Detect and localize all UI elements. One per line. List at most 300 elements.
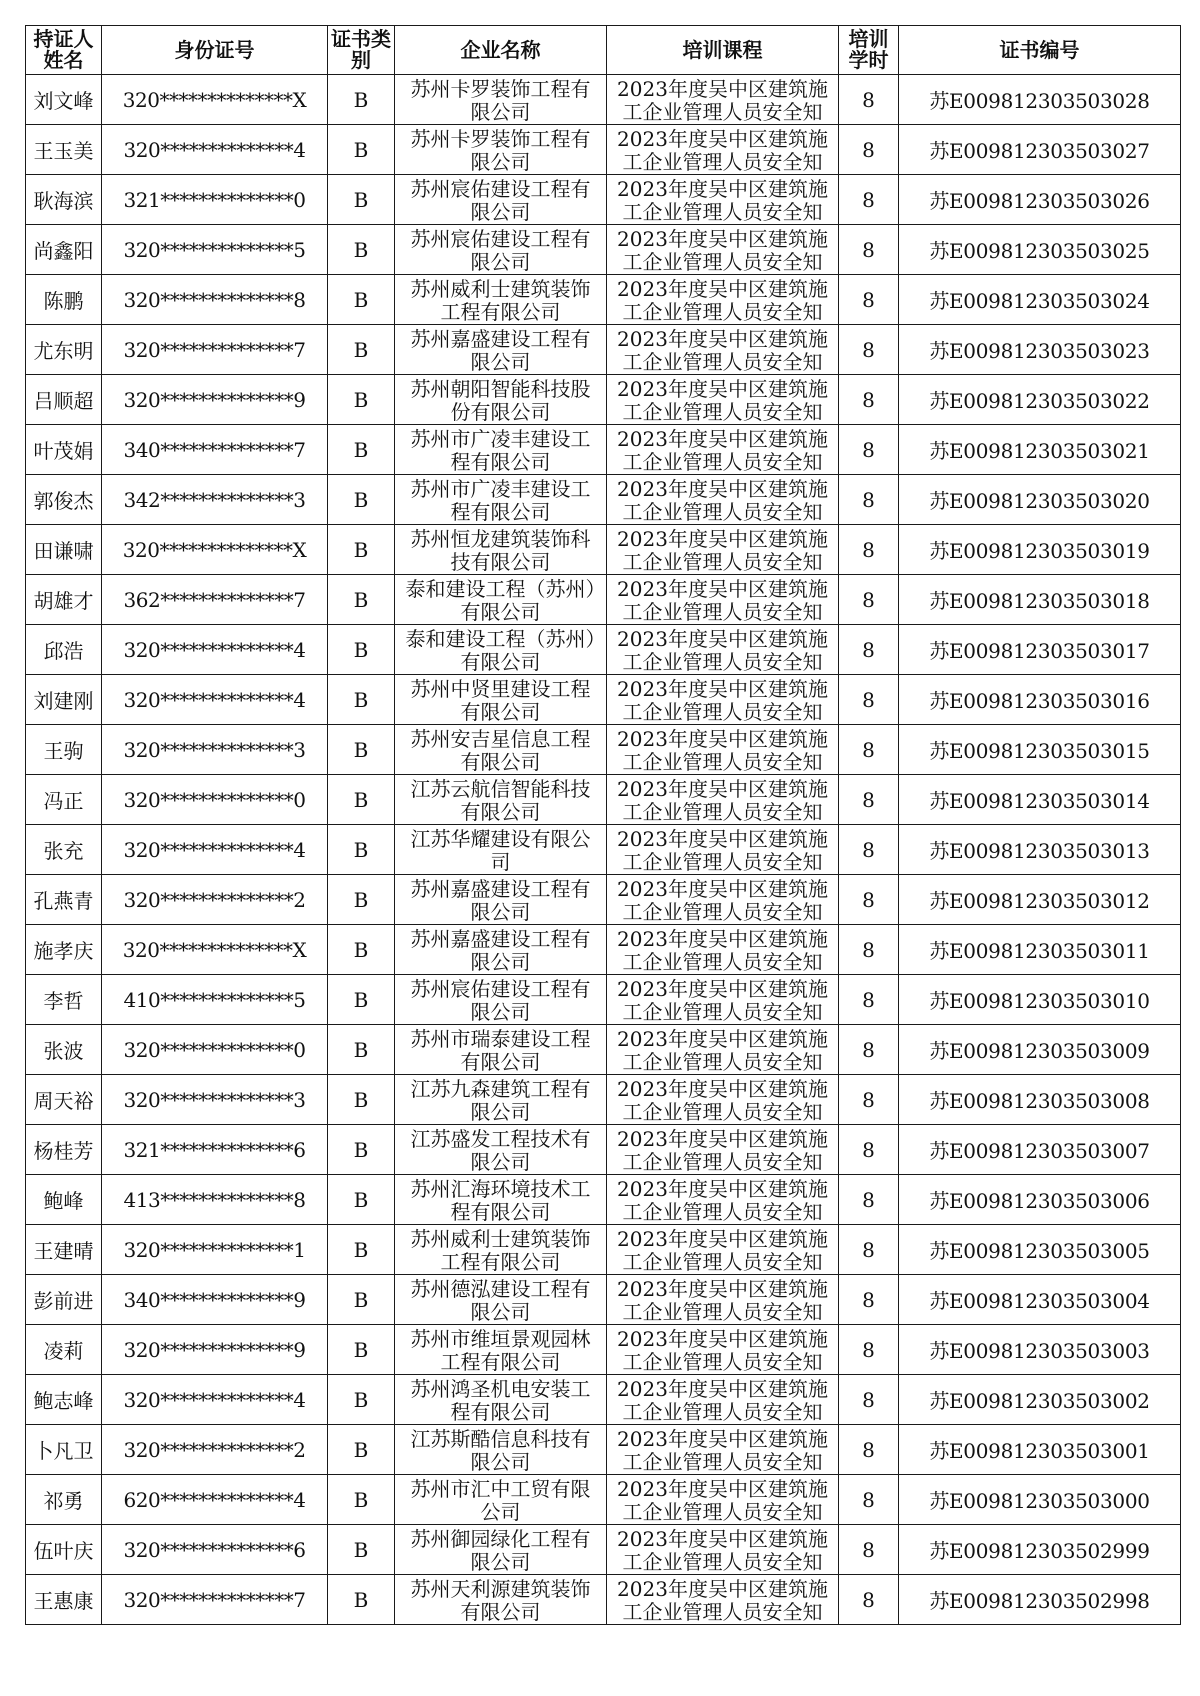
cell-training-course — [607, 1125, 839, 1175]
cell-company-name — [395, 1125, 607, 1175]
cell-company-name-text: 苏州嘉盛建设工程有限公司 — [410, 327, 591, 374]
cell-holder-name: 郭俊杰 — [26, 475, 102, 525]
cell-company-name-text: 苏州天利源建筑装饰有限公司 — [410, 1577, 591, 1624]
header-cert-number: 证书编号 — [899, 26, 1181, 75]
cell-training-course-text: 2023年度吴中区建筑施工企业管理人员安全知 — [617, 1177, 828, 1224]
cell-company-name — [395, 525, 607, 575]
cell-cert-number: 苏E009812303503024 — [899, 275, 1181, 325]
cell-training-hours: 8 — [839, 275, 899, 325]
cell-training-hours: 8 — [839, 775, 899, 825]
cell-training-course-text: 2023年度吴中区建筑施工企业管理人员安全知 — [617, 927, 828, 974]
cell-holder-name: 孔燕青 — [26, 875, 102, 925]
cell-training-course-text: 2023年度吴中区建筑施工企业管理人员安全知 — [617, 1577, 828, 1624]
cell-training-hours: 8 — [839, 75, 899, 125]
cell-holder-name: 尤东明 — [26, 325, 102, 375]
cell-training-course — [607, 975, 839, 1025]
cell-cert-category: B — [328, 1475, 395, 1525]
cell-cert-number: 苏E009812303503005 — [899, 1225, 1181, 1275]
cell-holder-name: 尚鑫阳 — [26, 225, 102, 275]
cell-company-name — [395, 375, 607, 425]
cell-training-hours: 8 — [839, 875, 899, 925]
cell-cert-category: B — [328, 1575, 395, 1625]
table-row — [26, 975, 1181, 1025]
cell-company-name-text: 苏州安吉星信息工程有限公司 — [410, 727, 591, 774]
cell-training-hours: 8 — [839, 125, 899, 175]
cell-cert-number: 苏E009812303503026 — [899, 175, 1181, 225]
cell-cert-number: 苏E009812303503025 — [899, 225, 1181, 275]
cell-company-name-text: 苏州宸佑建设工程有限公司 — [410, 177, 591, 224]
cell-holder-name: 耿海滨 — [26, 175, 102, 225]
cell-holder-name: 张充 — [26, 825, 102, 875]
cell-company-name-text: 江苏九森建筑工程有限公司 — [410, 1077, 591, 1124]
cell-training-course — [607, 275, 839, 325]
cell-company-name-text: 泰和建设工程（苏州）有限公司 — [405, 577, 596, 624]
cell-cert-category: B — [328, 475, 395, 525]
cell-cert-category: B — [328, 175, 395, 225]
cell-id-number: 320**************4 — [102, 625, 328, 675]
table-row — [26, 1025, 1181, 1075]
cell-training-course-text: 2023年度吴中区建筑施工企业管理人员安全知 — [617, 127, 828, 174]
cell-holder-name: 叶茂娟 — [26, 425, 102, 475]
cell-holder-name: 胡雄才 — [26, 575, 102, 625]
cell-holder-name: 刘文峰 — [26, 75, 102, 125]
header-company-name: 企业名称 — [395, 26, 607, 75]
cell-cert-number: 苏E009812303503009 — [899, 1025, 1181, 1075]
cell-training-course — [607, 1175, 839, 1225]
cell-training-course — [607, 1275, 839, 1325]
cell-training-hours: 8 — [839, 1275, 899, 1325]
cell-cert-number: 苏E009812303503016 — [899, 675, 1181, 725]
cell-id-number: 320**************X — [102, 925, 328, 975]
cell-holder-name: 吕顺超 — [26, 375, 102, 425]
table-row — [26, 275, 1181, 325]
table-row — [26, 1375, 1181, 1425]
table-row — [26, 1175, 1181, 1225]
cell-id-number: 340**************7 — [102, 425, 328, 475]
table-row — [26, 925, 1181, 975]
cell-cert-category: B — [328, 1225, 395, 1275]
cell-training-hours: 8 — [839, 1525, 899, 1575]
cell-holder-name: 田谦啸 — [26, 525, 102, 575]
cell-training-hours: 8 — [839, 525, 899, 575]
table-row — [26, 625, 1181, 675]
cell-training-course-text: 2023年度吴中区建筑施工企业管理人员安全知 — [617, 477, 828, 524]
cell-cert-number: 苏E009812303503003 — [899, 1325, 1181, 1375]
cell-training-hours: 8 — [839, 1025, 899, 1075]
cell-id-number: 320**************X — [102, 75, 328, 125]
cell-holder-name: 邱浩 — [26, 625, 102, 675]
cell-training-hours: 8 — [839, 1375, 899, 1425]
cell-cert-category: B — [328, 975, 395, 1025]
cell-company-name — [395, 1375, 607, 1425]
cell-training-course-text: 2023年度吴中区建筑施工企业管理人员安全知 — [617, 577, 828, 624]
cell-company-name-text: 苏州鸿圣机电安装工程有限公司 — [410, 1377, 591, 1424]
cell-company-name — [395, 1475, 607, 1525]
cell-company-name — [395, 725, 607, 775]
table-row — [26, 1325, 1181, 1375]
cell-training-course — [607, 1425, 839, 1475]
cell-training-course-text: 2023年度吴中区建筑施工企业管理人员安全知 — [617, 977, 828, 1024]
cell-training-course — [607, 525, 839, 575]
cell-cert-number: 苏E009812303502998 — [899, 1575, 1181, 1625]
cell-training-course-text: 2023年度吴中区建筑施工企业管理人员安全知 — [617, 827, 828, 874]
cell-id-number: 320**************4 — [102, 1375, 328, 1425]
cell-holder-name: 王惠康 — [26, 1575, 102, 1625]
header-holder-name: 持证人姓名 — [26, 26, 102, 75]
cell-company-name-text: 苏州宸佑建设工程有限公司 — [410, 977, 591, 1024]
cell-holder-name: 伍叶庆 — [26, 1525, 102, 1575]
cell-cert-category: B — [328, 875, 395, 925]
cell-id-number: 320**************2 — [102, 875, 328, 925]
cell-company-name-text: 苏州汇海环境技术工程有限公司 — [410, 1177, 591, 1224]
cell-holder-name: 祁勇 — [26, 1475, 102, 1525]
cell-company-name-text: 江苏华耀建设有限公司 — [410, 827, 591, 874]
cell-cert-category: B — [328, 225, 395, 275]
cell-company-name-text: 苏州威利士建筑装饰工程有限公司 — [410, 1227, 591, 1274]
cell-cert-category: B — [328, 1525, 395, 1575]
cell-training-course — [607, 1375, 839, 1425]
cell-training-course — [607, 1075, 839, 1125]
cell-id-number: 320**************9 — [102, 1325, 328, 1375]
cell-cert-number: 苏E009812303503028 — [899, 75, 1181, 125]
table-row — [26, 1275, 1181, 1325]
cell-company-name-text: 苏州嘉盛建设工程有限公司 — [410, 877, 591, 924]
cell-company-name — [395, 1025, 607, 1075]
cell-holder-name: 施孝庆 — [26, 925, 102, 975]
cell-training-course — [607, 75, 839, 125]
cell-training-course-text: 2023年度吴中区建筑施工企业管理人员安全知 — [617, 1427, 828, 1474]
cell-holder-name: 卜凡卫 — [26, 1425, 102, 1475]
cell-training-course-text: 2023年度吴中区建筑施工企业管理人员安全知 — [617, 527, 828, 574]
cell-cert-category: B — [328, 675, 395, 725]
cell-company-name-text: 江苏盛发工程技术有限公司 — [410, 1127, 591, 1174]
cell-company-name — [395, 825, 607, 875]
cell-holder-name: 杨桂芳 — [26, 1125, 102, 1175]
cell-company-name — [395, 275, 607, 325]
cell-cert-number: 苏E009812303503007 — [899, 1125, 1181, 1175]
cell-cert-number: 苏E009812303503014 — [899, 775, 1181, 825]
cell-training-course — [607, 425, 839, 475]
cell-cert-category: B — [328, 1075, 395, 1125]
cell-training-course — [607, 775, 839, 825]
table-row — [26, 1075, 1181, 1125]
table-header-row — [26, 26, 1181, 75]
cell-training-hours: 8 — [839, 1575, 899, 1625]
cell-training-course — [607, 625, 839, 675]
cell-cert-number: 苏E009812303503027 — [899, 125, 1181, 175]
cell-company-name — [395, 575, 607, 625]
cell-id-number: 321**************6 — [102, 1125, 328, 1175]
cell-training-course-text: 2023年度吴中区建筑施工企业管理人员安全知 — [617, 1477, 828, 1524]
cell-id-number: 342**************3 — [102, 475, 328, 525]
cell-training-hours: 8 — [839, 1475, 899, 1525]
cell-cert-category: B — [328, 1275, 395, 1325]
cell-company-name — [395, 475, 607, 525]
cell-id-number: 320**************7 — [102, 1575, 328, 1625]
cell-cert-category: B — [328, 775, 395, 825]
cell-id-number: 320**************4 — [102, 825, 328, 875]
cell-cert-number: 苏E009812303503011 — [899, 925, 1181, 975]
cell-training-course — [607, 1325, 839, 1375]
cell-training-hours: 8 — [839, 425, 899, 475]
cell-cert-category: B — [328, 1425, 395, 1475]
cell-company-name — [395, 1075, 607, 1125]
cell-cert-number: 苏E009812303503002 — [899, 1375, 1181, 1425]
cell-cert-number: 苏E009812303503012 — [899, 875, 1181, 925]
cell-company-name — [395, 1225, 607, 1275]
table-row — [26, 825, 1181, 875]
cell-company-name — [395, 75, 607, 125]
cell-company-name — [395, 775, 607, 825]
table-row — [26, 1125, 1181, 1175]
cell-training-course-text: 2023年度吴中区建筑施工企业管理人员安全知 — [617, 1077, 828, 1124]
cell-cert-number: 苏E009812303503018 — [899, 575, 1181, 625]
cell-training-course-text: 2023年度吴中区建筑施工企业管理人员安全知 — [617, 427, 828, 474]
table-row — [26, 1525, 1181, 1575]
table-row — [26, 1475, 1181, 1525]
cell-company-name — [395, 925, 607, 975]
cell-id-number: 320**************7 — [102, 325, 328, 375]
cell-training-hours: 8 — [839, 725, 899, 775]
cell-id-number: 320**************X — [102, 525, 328, 575]
cell-company-name-text: 苏州市广凌丰建设工程有限公司 — [410, 477, 591, 524]
cell-training-hours: 8 — [839, 575, 899, 625]
cell-cert-number: 苏E009812303503017 — [899, 625, 1181, 675]
cell-id-number: 320**************9 — [102, 375, 328, 425]
cell-training-hours: 8 — [839, 825, 899, 875]
cell-training-hours: 8 — [839, 625, 899, 675]
cell-training-course-text: 2023年度吴中区建筑施工企业管理人员安全知 — [617, 1027, 828, 1074]
cell-cert-number: 苏E009812303503008 — [899, 1075, 1181, 1125]
cell-company-name-text: 苏州恒龙建筑装饰科技有限公司 — [410, 527, 591, 574]
cell-cert-category: B — [328, 125, 395, 175]
cell-cert-category: B — [328, 575, 395, 625]
table-row — [26, 425, 1181, 475]
cell-training-course — [607, 1525, 839, 1575]
cell-cert-category: B — [328, 1125, 395, 1175]
cell-cert-category: B — [328, 375, 395, 425]
cell-training-course — [607, 475, 839, 525]
table-row — [26, 575, 1181, 625]
cell-training-course-text: 2023年度吴中区建筑施工企业管理人员安全知 — [617, 1377, 828, 1424]
cell-training-hours: 8 — [839, 675, 899, 725]
cell-company-name-text: 苏州市汇中工贸有限公司 — [410, 1477, 591, 1524]
cell-id-number: 320**************0 — [102, 1025, 328, 1075]
cell-holder-name: 鲍峰 — [26, 1175, 102, 1225]
cell-company-name-text: 苏州卡罗装饰工程有限公司 — [410, 77, 591, 124]
cell-training-course-text: 2023年度吴中区建筑施工企业管理人员安全知 — [617, 1227, 828, 1274]
table-row — [26, 325, 1181, 375]
cell-holder-name: 刘建刚 — [26, 675, 102, 725]
cell-holder-name: 李哲 — [26, 975, 102, 1025]
cell-cert-category: B — [328, 625, 395, 675]
cell-id-number: 320**************1 — [102, 1225, 328, 1275]
cell-training-course-text: 2023年度吴中区建筑施工企业管理人员安全知 — [617, 377, 828, 424]
cell-training-course — [607, 225, 839, 275]
table-row — [26, 175, 1181, 225]
certificate-table — [25, 25, 1181, 1625]
cell-training-hours: 8 — [839, 175, 899, 225]
cell-cert-category: B — [328, 825, 395, 875]
cell-cert-number: 苏E009812303503020 — [899, 475, 1181, 525]
cell-training-hours: 8 — [839, 475, 899, 525]
cell-company-name — [395, 975, 607, 1025]
table-row — [26, 875, 1181, 925]
cell-training-course — [607, 825, 839, 875]
cell-cert-number: 苏E009812303503013 — [899, 825, 1181, 875]
cell-company-name — [395, 125, 607, 175]
cell-company-name-text: 苏州朝阳智能科技股份有限公司 — [410, 377, 591, 424]
cell-id-number: 320**************8 — [102, 275, 328, 325]
cell-company-name — [395, 625, 607, 675]
cell-company-name-text: 苏州市广凌丰建设工程有限公司 — [410, 427, 591, 474]
cell-training-course-text: 2023年度吴中区建筑施工企业管理人员安全知 — [617, 777, 828, 824]
cell-id-number: 340**************9 — [102, 1275, 328, 1325]
cell-company-name-text: 苏州御园绿化工程有限公司 — [410, 1527, 591, 1574]
cell-training-course-text: 2023年度吴中区建筑施工企业管理人员安全知 — [617, 277, 828, 324]
cell-training-hours: 8 — [839, 1225, 899, 1275]
cell-holder-name: 陈鹏 — [26, 275, 102, 325]
cell-cert-number: 苏E009812303503010 — [899, 975, 1181, 1025]
cell-id-number: 320**************4 — [102, 675, 328, 725]
cell-training-course-text: 2023年度吴中区建筑施工企业管理人员安全知 — [617, 1277, 828, 1324]
cell-training-hours: 8 — [839, 1325, 899, 1375]
cell-training-hours: 8 — [839, 1425, 899, 1475]
cell-company-name — [395, 875, 607, 925]
cell-id-number: 413**************8 — [102, 1175, 328, 1225]
cell-cert-number: 苏E009812303503022 — [899, 375, 1181, 425]
cell-company-name — [395, 1175, 607, 1225]
cell-id-number: 320**************4 — [102, 125, 328, 175]
cell-company-name — [395, 325, 607, 375]
cell-cert-number: 苏E009812303503000 — [899, 1475, 1181, 1525]
table-row — [26, 775, 1181, 825]
cell-id-number: 620**************4 — [102, 1475, 328, 1525]
header-training-course: 培训课程 — [607, 26, 839, 75]
cell-training-course — [607, 325, 839, 375]
cell-company-name-text: 苏州市维垣景观园林工程有限公司 — [410, 1327, 591, 1374]
cell-training-course — [607, 375, 839, 425]
cell-cert-category: B — [328, 525, 395, 575]
cell-id-number: 320**************3 — [102, 725, 328, 775]
cell-company-name — [395, 1425, 607, 1475]
header-id-number: 身份证号 — [102, 26, 328, 75]
cell-holder-name: 冯正 — [26, 775, 102, 825]
cell-cert-category: B — [328, 325, 395, 375]
table-row — [26, 475, 1181, 525]
cell-training-course — [607, 725, 839, 775]
table-row — [26, 1425, 1181, 1475]
cell-company-name-text: 苏州中贤里建设工程有限公司 — [410, 677, 591, 724]
cell-holder-name: 彭前进 — [26, 1275, 102, 1325]
cell-training-hours: 8 — [839, 325, 899, 375]
table-body — [26, 75, 1181, 1625]
cell-cert-number: 苏E009812303503021 — [899, 425, 1181, 475]
table-row — [26, 1575, 1181, 1625]
cell-training-hours: 8 — [839, 225, 899, 275]
cell-cert-category: B — [328, 925, 395, 975]
cell-id-number: 320**************5 — [102, 225, 328, 275]
cell-cert-number: 苏E009812303503019 — [899, 525, 1181, 575]
table-row — [26, 1225, 1181, 1275]
header-training-hours: 培训学时 — [839, 26, 899, 75]
cell-training-course-text: 2023年度吴中区建筑施工企业管理人员安全知 — [617, 327, 828, 374]
cell-company-name-text: 江苏斯酷信息科技有限公司 — [410, 1427, 591, 1474]
cell-holder-name: 王玉美 — [26, 125, 102, 175]
cell-company-name-text: 苏州卡罗装饰工程有限公司 — [410, 127, 591, 174]
cell-id-number: 362**************7 — [102, 575, 328, 625]
cell-training-course-text: 2023年度吴中区建筑施工企业管理人员安全知 — [617, 627, 828, 674]
cell-training-hours: 8 — [839, 1125, 899, 1175]
cell-id-number: 320**************3 — [102, 1075, 328, 1125]
table-row — [26, 125, 1181, 175]
header-cert-category: 证书类别 — [328, 26, 395, 75]
cell-cert-number: 苏E009812303503015 — [899, 725, 1181, 775]
cell-training-course-text: 2023年度吴中区建筑施工企业管理人员安全知 — [617, 227, 828, 274]
cell-id-number: 320**************2 — [102, 1425, 328, 1475]
cell-training-course — [607, 1025, 839, 1075]
cell-cert-category: B — [328, 1375, 395, 1425]
cell-cert-number: 苏E009812303503001 — [899, 1425, 1181, 1475]
cell-training-course-text: 2023年度吴中区建筑施工企业管理人员安全知 — [617, 177, 828, 224]
cell-id-number: 320**************0 — [102, 775, 328, 825]
cell-id-number: 321**************0 — [102, 175, 328, 225]
cell-company-name — [395, 425, 607, 475]
cell-cert-category: B — [328, 1175, 395, 1225]
cell-training-hours: 8 — [839, 375, 899, 425]
cell-training-course-text: 2023年度吴中区建筑施工企业管理人员安全知 — [617, 677, 828, 724]
cell-company-name-text: 苏州德泓建设工程有限公司 — [410, 1277, 591, 1324]
cell-holder-name: 王建晴 — [26, 1225, 102, 1275]
cell-cert-category: B — [328, 1325, 395, 1375]
cell-cert-category: B — [328, 275, 395, 325]
cell-company-name — [395, 1325, 607, 1375]
cell-training-hours: 8 — [839, 975, 899, 1025]
cell-company-name — [395, 1525, 607, 1575]
cell-cert-number: 苏E009812303503023 — [899, 325, 1181, 375]
cell-holder-name: 周天裕 — [26, 1075, 102, 1125]
table-row — [26, 675, 1181, 725]
cell-company-name — [395, 1275, 607, 1325]
cell-company-name-text: 泰和建设工程（苏州）有限公司 — [405, 627, 596, 674]
cell-training-course — [607, 925, 839, 975]
cell-training-course — [607, 175, 839, 225]
cell-company-name — [395, 225, 607, 275]
cell-company-name — [395, 675, 607, 725]
cell-training-course — [607, 575, 839, 625]
cell-training-course-text: 2023年度吴中区建筑施工企业管理人员安全知 — [617, 1327, 828, 1374]
cell-training-course — [607, 1225, 839, 1275]
cell-holder-name: 凌莉 — [26, 1325, 102, 1375]
cell-cert-category: B — [328, 75, 395, 125]
cell-cert-category: B — [328, 1025, 395, 1075]
cell-cert-category: B — [328, 725, 395, 775]
cell-training-course — [607, 1575, 839, 1625]
table-row — [26, 375, 1181, 425]
table-row — [26, 725, 1181, 775]
cell-training-course — [607, 875, 839, 925]
cell-training-hours: 8 — [839, 1075, 899, 1125]
cell-company-name-text: 苏州嘉盛建设工程有限公司 — [410, 927, 591, 974]
cell-company-name — [395, 1575, 607, 1625]
cell-company-name-text: 苏州市瑞泰建设工程有限公司 — [410, 1027, 591, 1074]
cell-training-course — [607, 1475, 839, 1525]
cell-training-course-text: 2023年度吴中区建筑施工企业管理人员安全知 — [617, 1527, 828, 1574]
cell-company-name-text: 江苏云航信智能科技有限公司 — [410, 777, 591, 824]
cell-company-name-text: 苏州宸佑建设工程有限公司 — [410, 227, 591, 274]
table-row — [26, 525, 1181, 575]
cell-cert-number: 苏E009812303503006 — [899, 1175, 1181, 1225]
